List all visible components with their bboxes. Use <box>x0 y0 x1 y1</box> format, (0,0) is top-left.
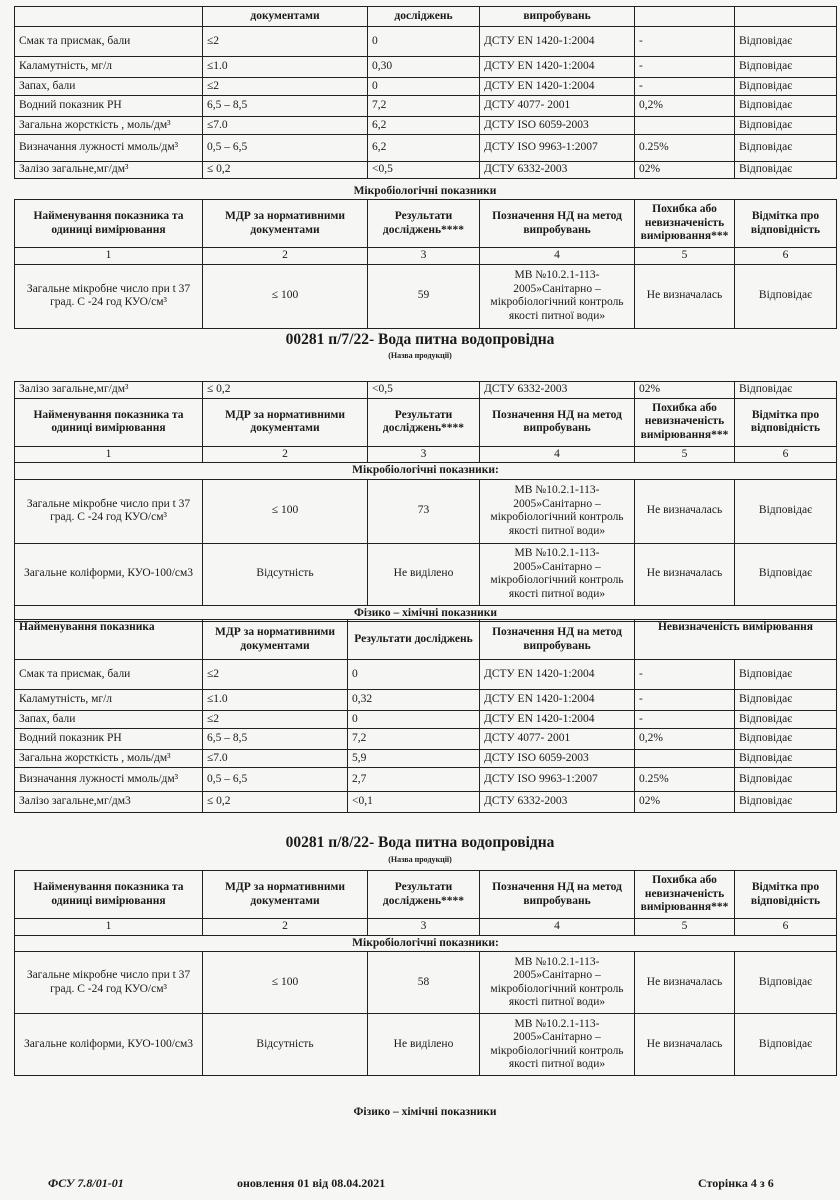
mdr-value: ≤1.0 <box>203 690 348 711</box>
product-name-hint: (Назва продукції) <box>388 855 452 864</box>
indicator-name: Смак та присмак, бали <box>15 27 203 57</box>
method-value: ДСТУ 6332-2003 <box>480 162 635 179</box>
page-number: Сторінка 4 з 6 <box>698 1176 774 1190</box>
mdr-value: ≤ 100 <box>203 952 368 1014</box>
method-value: ДСТУ EN 1420-1:2004 <box>480 57 635 78</box>
method-value: ДСТУ EN 1420-1:2004 <box>480 78 635 96</box>
result-value: 7,2 <box>368 96 480 117</box>
col-nd-header: Позначення НД на метод випробувань <box>480 200 635 248</box>
col-number: 6 <box>735 919 837 936</box>
header-cell <box>635 7 735 27</box>
indicator-name: Загальна жорсткість , моль/дм³ <box>15 750 203 768</box>
table-row <box>15 1014 837 1076</box>
mdr-value: ≤2 <box>203 660 348 690</box>
method-value: ДСТУ EN 1420-1:2004 <box>480 27 635 57</box>
table-row <box>15 711 837 729</box>
result-value: 0,30 <box>368 57 480 78</box>
table-row <box>15 96 837 117</box>
table-row <box>15 750 837 768</box>
col-number: 2 <box>203 248 368 265</box>
method-value: ДСТУ 6332-2003 <box>480 792 635 813</box>
result-value: 5,9 <box>348 750 480 768</box>
header-cell <box>15 7 203 27</box>
col-mdr-header: МДР за нормативними документами <box>203 200 368 248</box>
table-row <box>15 768 837 792</box>
table-row <box>15 660 837 690</box>
result-value: 59 <box>368 264 480 328</box>
header-cell: документами <box>203 7 368 27</box>
col-number: 3 <box>368 248 480 265</box>
indicator-name: Запах, бали <box>15 78 203 96</box>
indicator-name: Загальне мікробне число при t 37 град. С -24 год КУО/см³ <box>15 479 203 543</box>
col-number: 1 <box>15 248 203 265</box>
result-value: <0,5 <box>368 162 480 179</box>
column-header-row <box>15 620 837 660</box>
col-number: 2 <box>203 919 368 936</box>
indicator-name: Загальне коліформи, КУО-100/см3 <box>15 1014 203 1076</box>
col-name-header: Найменування показника <box>15 620 203 660</box>
result-value: 73 <box>368 479 480 543</box>
error-value <box>635 750 735 768</box>
table-row <box>15 117 837 135</box>
col-err-header: Похибка або невизначеність вимірювання*** <box>635 871 735 919</box>
column-header-row <box>15 398 837 446</box>
col-number: 3 <box>368 446 480 463</box>
result-value: 0 <box>348 711 480 729</box>
method-value: ДСТУ EN 1420-1:2004 <box>480 660 635 690</box>
mdr-value: Відсутність <box>203 1014 368 1076</box>
result-value: 2,7 <box>348 768 480 792</box>
col-number: 5 <box>635 919 735 936</box>
col-name-header: Найменування показника та одиниці вимірювання <box>15 200 203 248</box>
method-value: ДСТУ EN 1420-1:2004 <box>480 711 635 729</box>
micro-table-7 <box>14 381 837 622</box>
method-value: ДСТУ ISO 6059-2003 <box>480 117 635 135</box>
col-number: 1 <box>15 919 203 936</box>
error-value: - <box>635 78 735 96</box>
mark-value: Відповідає <box>735 952 837 1014</box>
method-value: ДСТУ 6332-2003 <box>480 382 635 399</box>
mdr-value: 0,5 – 6,5 <box>203 768 348 792</box>
col-name-header: Найменування показника та одиниці вимірювання <box>15 398 203 446</box>
micro-section-label: Мікробіологічні показники: <box>15 463 837 480</box>
indicator-name: Запах, бали <box>15 711 203 729</box>
table-row <box>15 952 837 1014</box>
table-row <box>15 135 837 162</box>
error-value: - <box>635 27 735 57</box>
mark-value: Відповідає <box>735 96 837 117</box>
col-res-header: Результати досліджень**** <box>368 398 480 446</box>
error-value: - <box>635 660 735 690</box>
col-number: 6 <box>735 446 837 463</box>
micro-section-label: Мікробіологічні показники <box>353 185 497 197</box>
mdr-value: ≤ 100 <box>203 264 368 328</box>
mdr-value: ≤2 <box>203 711 348 729</box>
mdr-value: 0,5 – 6,5 <box>203 135 368 162</box>
result-value: <0,5 <box>368 382 480 399</box>
method-value: ДСТУ ISO 6059-2003 <box>480 750 635 768</box>
col-number: 3 <box>368 919 480 936</box>
form-code: ФСУ 7.8/01-01 <box>48 1176 124 1190</box>
col-mark-header: Відмітка про відповідність <box>735 871 837 919</box>
error-value: 0,2% <box>635 96 735 117</box>
column-number-row <box>15 248 837 265</box>
col-nd-header: Позначення НД на метод випробувань <box>480 398 635 446</box>
table-row <box>15 543 837 605</box>
mark-value: Відповідає <box>735 660 837 690</box>
mark-value: Відповідає <box>735 78 837 96</box>
mark-value: Відповідає <box>735 729 837 750</box>
error-value: 02% <box>635 162 735 179</box>
mark-value: Відповідає <box>735 750 837 768</box>
mark-value: Відповідає <box>735 543 837 605</box>
mdr-value: ≤ 0,2 <box>203 382 368 399</box>
error-value: Не визначалась <box>635 479 735 543</box>
indicator-name: Загальне мікробне число при t 37 град. С -24 год КУО/см³ <box>15 952 203 1014</box>
col-err-header: Невизначеність вимірювання <box>635 620 837 660</box>
result-value: 6,2 <box>368 117 480 135</box>
micro-table-8 <box>14 870 837 1076</box>
col-mdr-header: МДР за нормативними документами <box>203 871 368 919</box>
mark-value: Відповідає <box>735 57 837 78</box>
col-res-header: Результати досліджень**** <box>368 200 480 248</box>
mark-value: Відповідає <box>735 117 837 135</box>
col-number: 1 <box>15 446 203 463</box>
method-value: МВ №10.2.1-113-2005»Санітарно – мікробіологічний контроль якості питної води» <box>480 479 635 543</box>
mark-value: Відповідає <box>735 711 837 729</box>
col-number: 2 <box>203 446 368 463</box>
error-value: Не визначалась <box>635 1014 735 1076</box>
error-value: - <box>635 690 735 711</box>
phys-section-label: Фізико – хімічні показники <box>15 605 837 622</box>
phys-table-7 <box>14 619 837 813</box>
col-err-header: Похибка або невизначеність вимірювання*** <box>635 200 735 248</box>
method-value: МВ №10.2.1-113-2005»Санітарно – мікробіологічний контроль якості питної води» <box>480 543 635 605</box>
indicator-name: Каламутність, мг/л <box>15 690 203 711</box>
mark-value: Відповідає <box>735 1014 837 1076</box>
micro-section-label: Мікробіологічні показники: <box>15 935 837 952</box>
col-res-header: Результати досліджень**** <box>368 871 480 919</box>
mark-value: Відповідає <box>735 690 837 711</box>
col-number: 4 <box>480 446 635 463</box>
col-number: 5 <box>635 446 735 463</box>
method-value: МВ №10.2.1-113-2005»Санітарно – мікробіологічний контроль якості питної води» <box>480 952 635 1014</box>
indicator-name: Залізо загальне,мг/дм³ <box>15 162 203 179</box>
method-value: ДСТУ ISO 9963-1:2007 <box>480 768 635 792</box>
error-value: Не визначалась <box>635 543 735 605</box>
indicator-name: Загальна жорсткість , моль/дм³ <box>15 117 203 135</box>
mdr-value: ≤2 <box>203 27 368 57</box>
table-row <box>15 264 837 328</box>
mark-value: Відповідає <box>735 479 837 543</box>
col-number: 4 <box>480 919 635 936</box>
col-mark-header: Відмітка про відповідність <box>735 200 837 248</box>
mdr-value: ≤ 0,2 <box>203 792 348 813</box>
mdr-value: ≤7.0 <box>203 117 368 135</box>
mdr-value: ≤1.0 <box>203 57 368 78</box>
result-value: <0,1 <box>348 792 480 813</box>
error-value: 02% <box>635 382 735 399</box>
indicator-name: Каламутність, мг/л <box>15 57 203 78</box>
mark-value: Відповідає <box>735 135 837 162</box>
col-nd-header: Позначення НД на метод випробувань <box>480 620 635 660</box>
phys-section-label: Фізико – хімічні показники <box>353 1106 497 1118</box>
indicator-name: Визначання лужності ммоль/дм³ <box>15 135 203 162</box>
table-row <box>15 729 837 750</box>
table-row <box>15 162 837 179</box>
error-value: Не визначалась <box>635 952 735 1014</box>
error-value: Не визначалась <box>635 264 735 328</box>
indicator-name: Водний показник РН <box>15 96 203 117</box>
table-row <box>15 27 837 57</box>
column-number-row <box>15 919 837 936</box>
section-7-title: 00281 п/7/22- Вода питна водопровідна <box>285 331 555 348</box>
indicator-name: Смак та присмак, бали <box>15 660 203 690</box>
mdr-value: ≤ 0,2 <box>203 162 368 179</box>
mark-value: Відповідає <box>735 27 837 57</box>
table-row <box>15 78 837 96</box>
error-value: 0,2% <box>635 729 735 750</box>
mark-value: Відповідає <box>735 264 837 328</box>
col-name-header: Найменування показника та одиниці вимірювання <box>15 871 203 919</box>
col-mdr-header: МДР за нормативними документами <box>203 620 348 660</box>
error-value: 0.25% <box>635 135 735 162</box>
col-mark-header: Відмітка про відповідність <box>735 398 837 446</box>
top-physchem-table <box>14 6 837 179</box>
column-header-row <box>15 200 837 248</box>
table-row <box>15 479 837 543</box>
header-cell <box>735 7 837 27</box>
col-mdr-header: МДР за нормативними документами <box>203 398 368 446</box>
top-header-row <box>15 7 837 27</box>
indicator-name: Водний показник РН <box>15 729 203 750</box>
result-value: 6,2 <box>368 135 480 162</box>
indicator-name: Залізо загальне,мг/дм3 <box>15 792 203 813</box>
col-nd-header: Позначення НД на метод випробувань <box>480 871 635 919</box>
col-number: 5 <box>635 248 735 265</box>
header-cell: випробувань <box>480 7 635 27</box>
section-8-title: 00281 п/8/22- Вода питна водопровідна <box>285 834 555 851</box>
mark-value: Відповідає <box>735 162 837 179</box>
result-value: 0 <box>348 660 480 690</box>
update-note: оновлення 01 від 08.04.2021 <box>237 1176 386 1190</box>
header-cell: досліджень <box>368 7 480 27</box>
product-name-hint: (Назва продукції) <box>388 351 452 360</box>
micro-subheader-row <box>15 935 837 952</box>
result-value: 7,2 <box>348 729 480 750</box>
error-value: - <box>635 57 735 78</box>
error-value <box>635 117 735 135</box>
mark-value: Відповідає <box>735 768 837 792</box>
micro-table-1 <box>14 199 837 329</box>
result-value: Не виділено <box>368 1014 480 1076</box>
column-number-row <box>15 446 837 463</box>
mdr-value: 6,5 – 8,5 <box>203 96 368 117</box>
mdr-value: Відсутність <box>203 543 368 605</box>
col-err-header: Похибка або невизначеність вимірювання*** <box>635 398 735 446</box>
result-value: Не виділено <box>368 543 480 605</box>
table-row <box>15 57 837 78</box>
indicator-name: Визначання лужності ммоль/дм³ <box>15 768 203 792</box>
method-value: ДСТУ EN 1420-1:2004 <box>480 690 635 711</box>
indicator-name: Загальне мікробне число при t 37 град. С -24 год КУО/см³ <box>15 264 203 328</box>
result-value: 58 <box>368 952 480 1014</box>
method-value: ДСТУ ISO 9963-1:2007 <box>480 135 635 162</box>
mark-value: Відповідає <box>735 382 837 399</box>
col-number: 4 <box>480 248 635 265</box>
error-value: 02% <box>635 792 735 813</box>
error-value: 0.25% <box>635 768 735 792</box>
indicator-name: Загальне коліформи, КУО-100/см3 <box>15 543 203 605</box>
method-value: МВ №10.2.1-113-2005»Санітарно – мікробіологічний контроль якості питної води» <box>480 1014 635 1076</box>
mark-value: Відповідає <box>735 792 837 813</box>
indicator-name: Залізо загальне,мг/дм³ <box>15 382 203 399</box>
method-value: МВ №10.2.1-113-2005»Санітарно – мікробіологічний контроль якості питної води» <box>480 264 635 328</box>
mdr-value: ≤2 <box>203 78 368 96</box>
error-value: - <box>635 711 735 729</box>
mdr-value: ≤7.0 <box>203 750 348 768</box>
result-value: 0,32 <box>348 690 480 711</box>
table-row <box>15 690 837 711</box>
col-number: 6 <box>735 248 837 265</box>
result-value: 0 <box>368 78 480 96</box>
col-res-header: Результати досліджень <box>348 620 480 660</box>
table-row <box>15 382 837 399</box>
table-row <box>15 792 837 813</box>
mdr-value: 6,5 – 8,5 <box>203 729 348 750</box>
method-value: ДСТУ 4077- 2001 <box>480 96 635 117</box>
method-value: ДСТУ 4077- 2001 <box>480 729 635 750</box>
micro-subheader-row <box>15 463 837 480</box>
mdr-value: ≤ 100 <box>203 479 368 543</box>
column-header-row <box>15 871 837 919</box>
result-value: 0 <box>368 27 480 57</box>
